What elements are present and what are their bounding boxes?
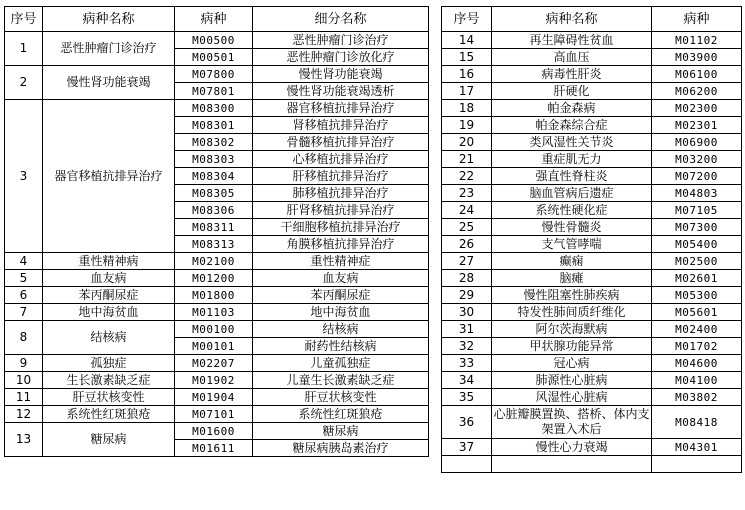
serial-number: 22	[442, 168, 492, 185]
disease-name: 孤独症	[43, 355, 175, 372]
table-row	[442, 66, 742, 83]
disease-name: 冠心病	[492, 355, 652, 372]
serial-number: 13	[5, 423, 43, 457]
sub-name: 角膜移植抗排异治疗	[253, 236, 429, 253]
serial-number: 34	[442, 372, 492, 389]
serial-number: 27	[442, 253, 492, 270]
sub-name: 肝肾移植抗排异治疗	[253, 202, 429, 219]
table-row	[442, 389, 742, 406]
header-disease-name: 病种名称	[43, 7, 175, 32]
sub-name: 恶性肿瘤门诊治疗	[253, 32, 429, 49]
sub-name: 肝移植抗排异治疗	[253, 168, 429, 185]
table-row	[442, 100, 742, 117]
left-disease-table	[4, 6, 429, 457]
disease-code: M00101	[175, 338, 253, 355]
sub-name: 肾移植抗排异治疗	[253, 117, 429, 134]
serial-number: 8	[5, 321, 43, 355]
table-row	[442, 355, 742, 372]
table-row	[442, 49, 742, 66]
disease-name: 器官移植抗排异治疗	[43, 100, 175, 253]
disease-code: M04100	[652, 372, 742, 389]
serial-number: 20	[442, 134, 492, 151]
sub-name: 结核病	[253, 321, 429, 338]
serial-number: 32	[442, 338, 492, 355]
disease-code: M01200	[175, 270, 253, 287]
table-row	[442, 253, 742, 270]
serial-number: 18	[442, 100, 492, 117]
disease-code: M08306	[175, 202, 253, 219]
sub-name: 恶性肿瘤门诊放化疗	[253, 49, 429, 66]
disease-name: 慢性阻塞性肺疾病	[492, 287, 652, 304]
disease-name: 结核病	[43, 321, 175, 355]
serial-number: 5	[5, 270, 43, 287]
header-disease-code: 病种	[175, 7, 253, 32]
table-row	[5, 66, 429, 83]
disease-code: M01904	[175, 389, 253, 406]
table-row	[442, 456, 742, 473]
table-row	[5, 287, 429, 304]
disease-code: M04301	[652, 439, 742, 456]
disease-name: 心脏瓣膜置换、搭桥、体内支架置入术后	[492, 406, 652, 439]
disease-code: M08302	[175, 134, 253, 151]
table-row	[442, 304, 742, 321]
disease-code: M08418	[652, 406, 742, 439]
header-disease-code: 病种	[652, 7, 742, 32]
disease-code: M08300	[175, 100, 253, 117]
sub-name: 糖尿病	[253, 423, 429, 440]
table-row	[442, 134, 742, 151]
disease-code: M07101	[175, 406, 253, 423]
disease-name: 血友病	[43, 270, 175, 287]
disease-code: M08313	[175, 236, 253, 253]
sub-name: 肝豆状核变性	[253, 389, 429, 406]
table-row	[5, 389, 429, 406]
serial-number: 25	[442, 219, 492, 236]
serial-number	[442, 456, 492, 473]
table-row	[5, 304, 429, 321]
serial-number: 31	[442, 321, 492, 338]
serial-number: 14	[442, 32, 492, 49]
disease-name: 慢性骨髓炎	[492, 219, 652, 236]
disease-code: M02601	[652, 270, 742, 287]
disease-name: 风湿性心脏病	[492, 389, 652, 406]
disease-code: M00500	[175, 32, 253, 49]
disease-name: 脑血管病后遗症	[492, 185, 652, 202]
sub-name: 干细胞移植抗排异治疗	[253, 219, 429, 236]
table-row	[442, 338, 742, 355]
table-row	[5, 100, 429, 117]
disease-code: M01103	[175, 304, 253, 321]
serial-number: 35	[442, 389, 492, 406]
table-row	[442, 185, 742, 202]
disease-name: 生长激素缺乏症	[43, 372, 175, 389]
serial-number: 30	[442, 304, 492, 321]
serial-number: 28	[442, 270, 492, 287]
serial-number: 33	[442, 355, 492, 372]
disease-name: 糖尿病	[43, 423, 175, 457]
sub-name: 儿童孤独症	[253, 355, 429, 372]
serial-number: 6	[5, 287, 43, 304]
table-row	[5, 406, 429, 423]
serial-number: 29	[442, 287, 492, 304]
disease-name: 帕金森病	[492, 100, 652, 117]
table-row	[442, 236, 742, 253]
table-row	[442, 287, 742, 304]
disease-name: 肺源性心脏病	[492, 372, 652, 389]
table-row	[5, 253, 429, 270]
table-row	[5, 355, 429, 372]
table-row	[442, 151, 742, 168]
disease-name: 甲状腺功能异常	[492, 338, 652, 355]
right-table-body	[442, 7, 742, 473]
table-row	[442, 372, 742, 389]
disease-name: 肝硬化	[492, 83, 652, 100]
disease-name: 重性精神病	[43, 253, 175, 270]
disease-code: M06200	[652, 83, 742, 100]
table-row	[442, 406, 742, 439]
sub-name: 重性精神症	[253, 253, 429, 270]
disease-code: M01702	[652, 338, 742, 355]
disease-code: M02300	[652, 100, 742, 117]
disease-code: M01611	[175, 440, 253, 457]
disease-name: 脑瘫	[492, 270, 652, 287]
left-header-row	[5, 7, 429, 32]
disease-code: M08303	[175, 151, 253, 168]
disease-name: 重症肌无力	[492, 151, 652, 168]
serial-number: 9	[5, 355, 43, 372]
disease-code: M02500	[652, 253, 742, 270]
disease-name: 特发性肺间质纤维化	[492, 304, 652, 321]
disease-code: M07105	[652, 202, 742, 219]
table-row	[5, 372, 429, 389]
disease-code: M03900	[652, 49, 742, 66]
disease-code: M07801	[175, 83, 253, 100]
serial-number: 15	[442, 49, 492, 66]
serial-number: 2	[5, 66, 43, 100]
table-row	[442, 32, 742, 49]
table-row	[442, 117, 742, 134]
disease-name: 地中海贫血	[43, 304, 175, 321]
table-row	[442, 270, 742, 287]
serial-number: 12	[5, 406, 43, 423]
serial-number: 23	[442, 185, 492, 202]
disease-code: M08304	[175, 168, 253, 185]
serial-number: 19	[442, 117, 492, 134]
disease-code: M05601	[652, 304, 742, 321]
serial-number: 3	[5, 100, 43, 253]
serial-number: 36	[442, 406, 492, 439]
left-table-body	[5, 7, 429, 457]
disease-code: M05400	[652, 236, 742, 253]
disease-name: 系统性硬化症	[492, 202, 652, 219]
disease-name: 系统性红斑狼疮	[43, 406, 175, 423]
disease-code: M08311	[175, 219, 253, 236]
sub-name: 系统性红斑狼疮	[253, 406, 429, 423]
disease-name: 高血压	[492, 49, 652, 66]
serial-number: 7	[5, 304, 43, 321]
disease-name: 苯丙酮尿症	[43, 287, 175, 304]
disease-name: 慢性肾功能衰竭	[43, 66, 175, 100]
serial-number: 21	[442, 151, 492, 168]
disease-code: M04600	[652, 355, 742, 372]
sub-name: 器官移植抗排异治疗	[253, 100, 429, 117]
disease-code: M08301	[175, 117, 253, 134]
sub-name: 血友病	[253, 270, 429, 287]
disease-code: M07800	[175, 66, 253, 83]
disease-code: M02100	[175, 253, 253, 270]
header-serial: 序号	[442, 7, 492, 32]
disease-code: M04803	[652, 185, 742, 202]
sub-name: 肺移植抗排异治疗	[253, 185, 429, 202]
disease-code: M01902	[175, 372, 253, 389]
disease-name: 类风湿性关节炎	[492, 134, 652, 151]
disease-code: M00100	[175, 321, 253, 338]
disease-name: 阿尔茨海默病	[492, 321, 652, 338]
disease-code: M02301	[652, 117, 742, 134]
serial-number: 16	[442, 66, 492, 83]
sub-name: 儿童生长激素缺乏症	[253, 372, 429, 389]
disease-name: 慢性心力衰竭	[492, 439, 652, 456]
disease-code: M01600	[175, 423, 253, 440]
table-row	[442, 202, 742, 219]
serial-number: 1	[5, 32, 43, 66]
disease-code: M06100	[652, 66, 742, 83]
disease-name	[492, 456, 652, 473]
table-row	[5, 321, 429, 338]
table-row	[442, 219, 742, 236]
header-sub-name: 细分名称	[253, 7, 429, 32]
table-row	[442, 168, 742, 185]
table-row	[5, 270, 429, 287]
disease-code: M02207	[175, 355, 253, 372]
sub-name: 地中海贫血	[253, 304, 429, 321]
disease-name: 支气管哮喘	[492, 236, 652, 253]
table-row	[5, 423, 429, 440]
disease-code: M03200	[652, 151, 742, 168]
table-row	[5, 32, 429, 49]
sub-name: 心移植抗排异治疗	[253, 151, 429, 168]
serial-number: 11	[5, 389, 43, 406]
disease-name: 肝豆状核变性	[43, 389, 175, 406]
sub-name: 苯丙酮尿症	[253, 287, 429, 304]
table-row	[442, 321, 742, 338]
disease-code: M00501	[175, 49, 253, 66]
serial-number: 37	[442, 439, 492, 456]
disease-code: M08305	[175, 185, 253, 202]
disease-code	[652, 456, 742, 473]
disease-name: 强直性脊柱炎	[492, 168, 652, 185]
disease-name: 病毒性肝炎	[492, 66, 652, 83]
sub-name: 糖尿病胰岛素治疗	[253, 440, 429, 457]
disease-code: M05300	[652, 287, 742, 304]
serial-number: 4	[5, 253, 43, 270]
disease-name: 恶性肿瘤门诊治疗	[43, 32, 175, 66]
disease-name: 帕金森综合症	[492, 117, 652, 134]
disease-code: M01800	[175, 287, 253, 304]
disease-name: 癫痫	[492, 253, 652, 270]
disease-code: M03802	[652, 389, 742, 406]
sub-name: 慢性肾功能衰竭	[253, 66, 429, 83]
sub-name: 耐药性结核病	[253, 338, 429, 355]
sub-name: 慢性肾功能衰竭透析	[253, 83, 429, 100]
disease-code: M02400	[652, 321, 742, 338]
disease-code: M06900	[652, 134, 742, 151]
disease-code: M07200	[652, 168, 742, 185]
sub-name: 骨髓移植抗排异治疗	[253, 134, 429, 151]
disease-code: M07300	[652, 219, 742, 236]
serial-number: 17	[442, 83, 492, 100]
right-disease-table	[441, 6, 742, 473]
serial-number: 10	[5, 372, 43, 389]
disease-name: 再生障碍性贫血	[492, 32, 652, 49]
serial-number: 24	[442, 202, 492, 219]
serial-number: 26	[442, 236, 492, 253]
table-row	[442, 439, 742, 456]
right-header-row	[442, 7, 742, 32]
disease-code: M01102	[652, 32, 742, 49]
table-row	[442, 83, 742, 100]
header-serial: 序号	[5, 7, 43, 32]
header-disease-name: 病种名称	[492, 7, 652, 32]
